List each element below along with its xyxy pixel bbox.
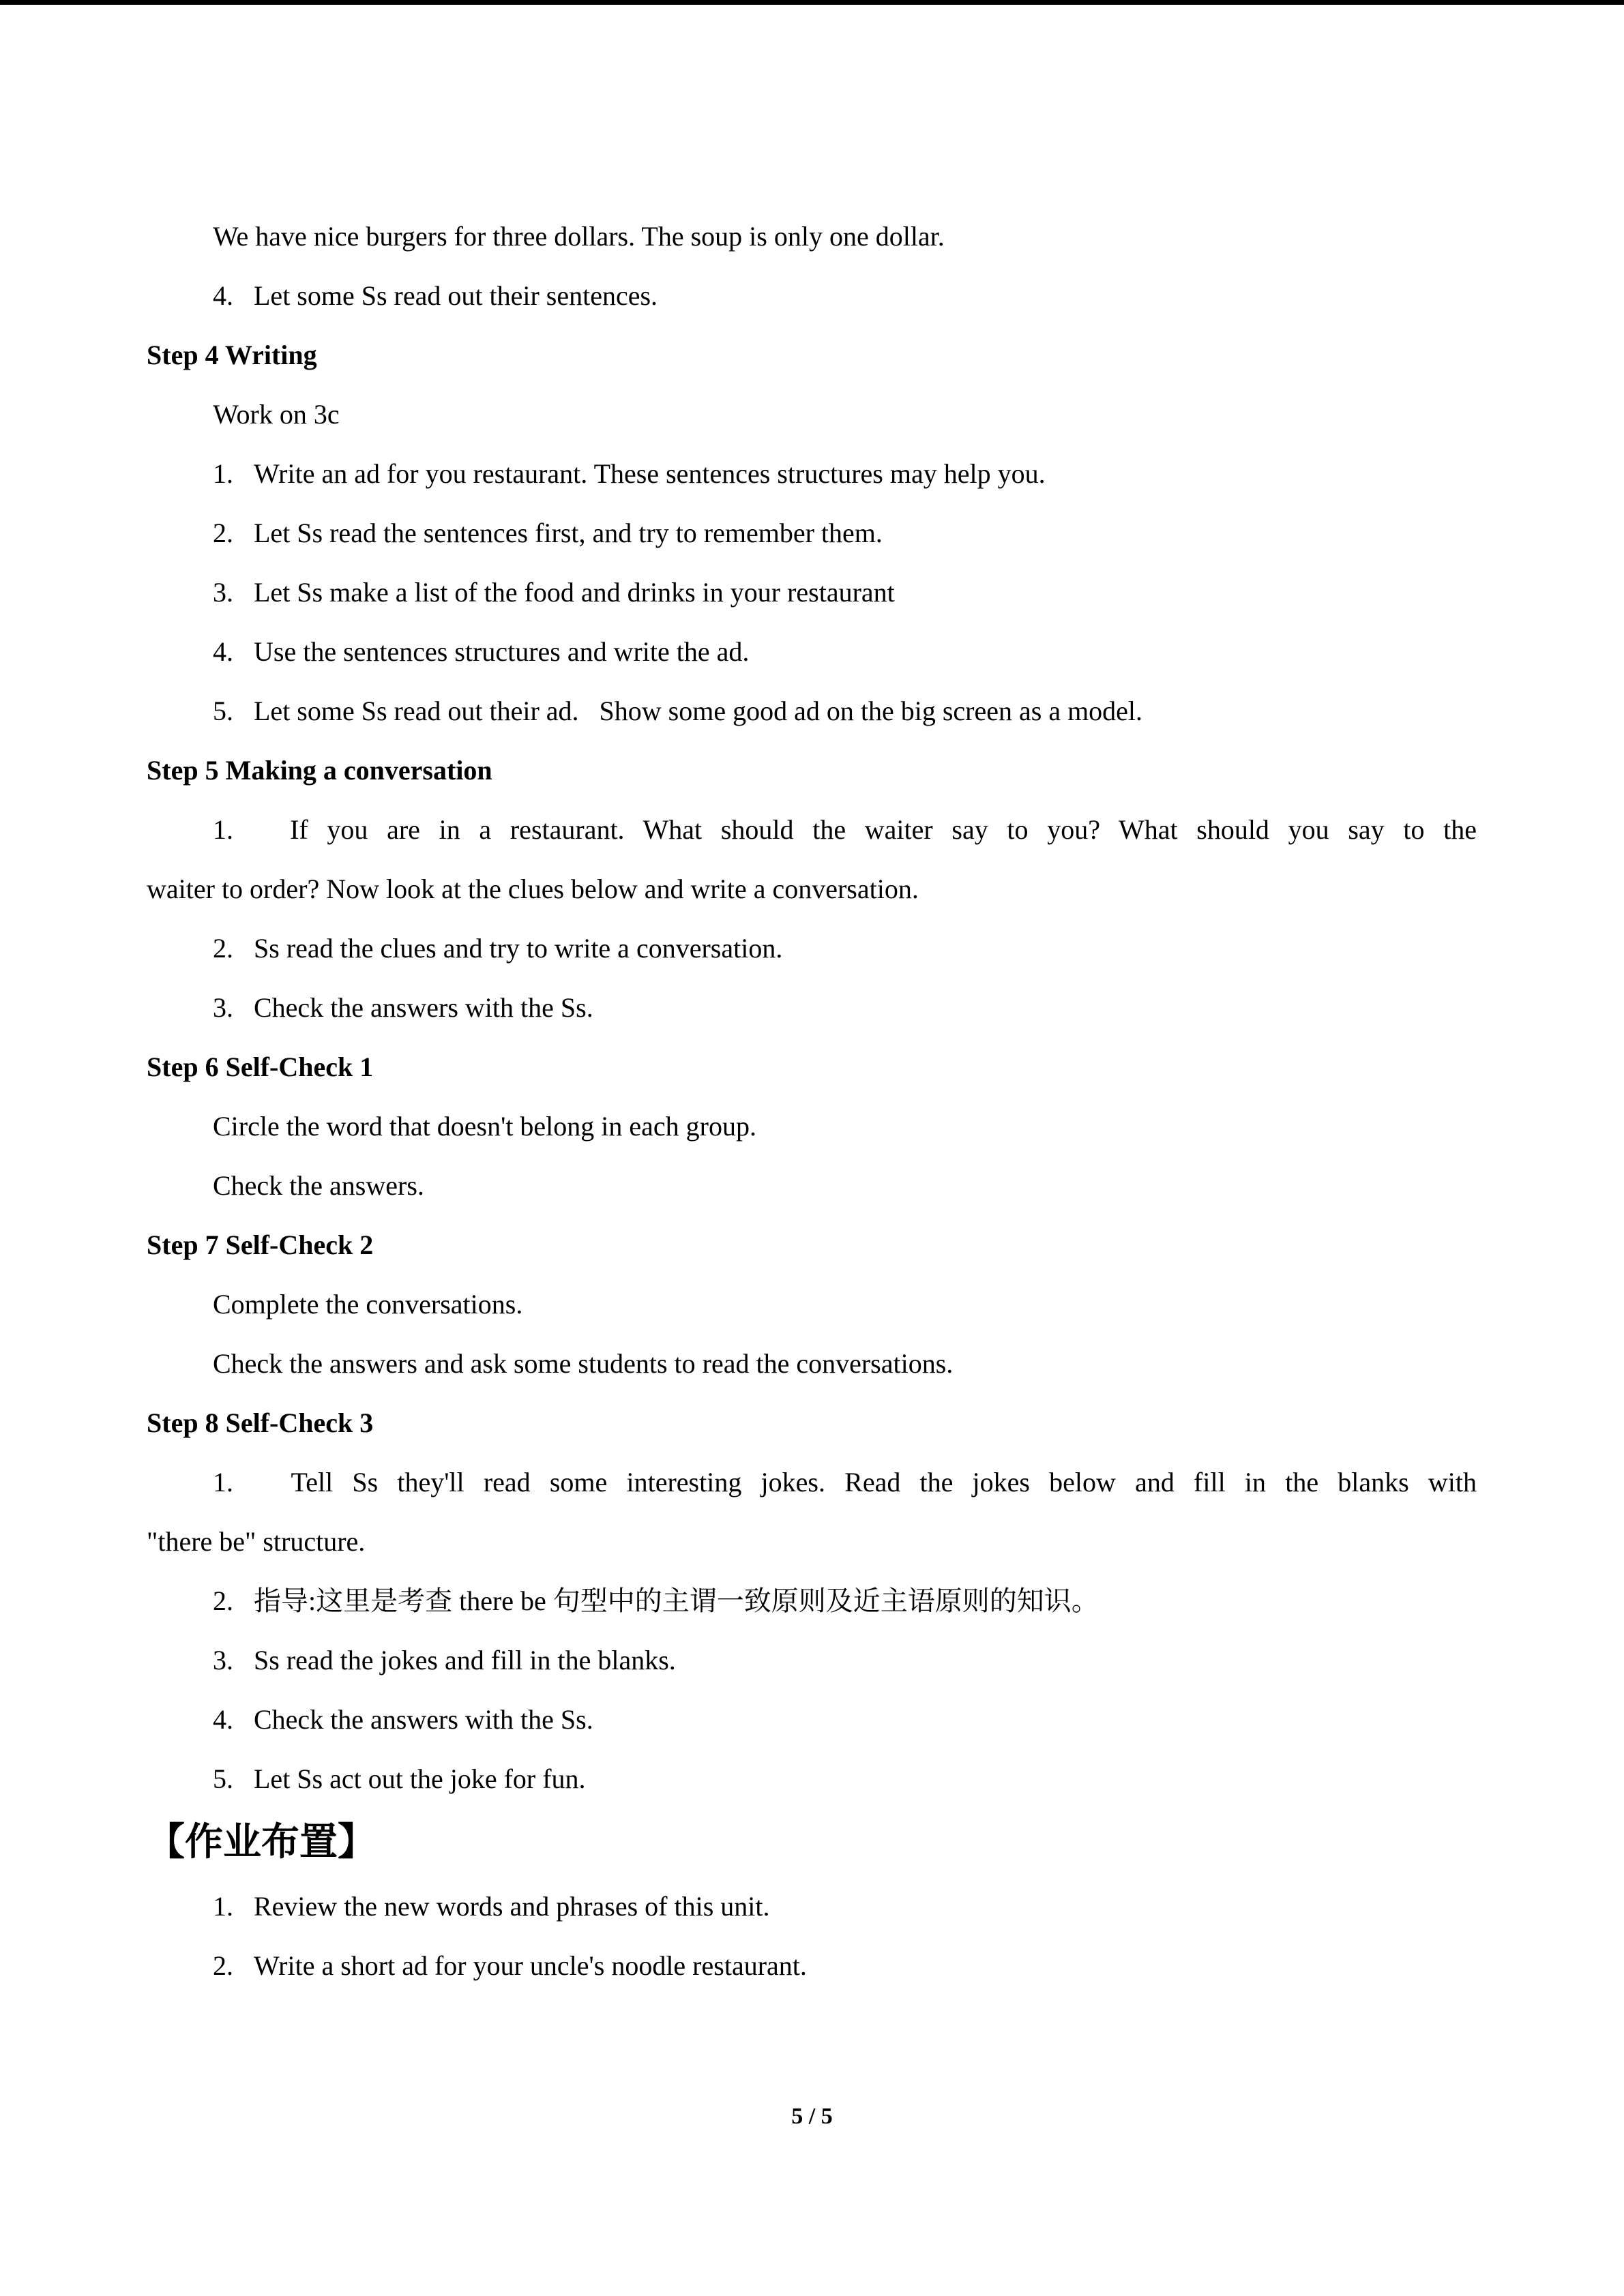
page-top-border — [0, 0, 1624, 5]
list-item: 4. Check the answers with the Ss. — [213, 1704, 593, 1735]
heading-step-6-self-check-1: Step 6 Self-Check 1 — [147, 1052, 374, 1082]
heading-homework-assignment: 【作业布置】 — [147, 1821, 376, 1864]
list-item: 4. Let some Ss read out their sentences. — [213, 280, 658, 311]
paragraph: Work on 3c — [213, 399, 340, 430]
heading-step-7-self-check-2: Step 7 Self-Check 2 — [147, 1229, 374, 1260]
heading-step-8-self-check-3: Step 8 Self-Check 3 — [147, 1407, 374, 1438]
list-item: 1. Write an ad for you restaurant. These sentences structures may help you. — [213, 458, 1046, 489]
list-item: 3. Let Ss make a list of the food and drinks in your restaurant — [213, 577, 895, 608]
list-item: 2. Write a short ad for your uncle's noodle restaurant. — [213, 1950, 807, 1981]
document-content — [147, 207, 1477, 1995]
paragraph: Check the answers. — [213, 1170, 424, 1201]
list-item — [147, 1452, 1477, 1571]
heading-step-4-writing: Step 4 Writing — [147, 340, 317, 370]
list-item: 5. Let some Ss read out their ad. Show some good ad on the big screen as a model. — [213, 696, 1143, 726]
paragraph: Check the answers and ask some students to read the conversations. — [213, 1348, 954, 1379]
paragraph-line: "there be" structure. — [147, 1526, 366, 1557]
list-item: 2. 指导:这里是考查 there be 句型中的主谓一致原则及近主语原则的知识。 — [213, 1585, 1099, 1616]
list-item: 5. Let Ss act out the joke for fun. — [213, 1763, 586, 1794]
paragraph-line: 1. If you are in a restaurant. What should the waiter say to you? What should you say to the — [213, 814, 1477, 845]
list-item: 4. Use the sentences structures and write the ad. — [213, 636, 750, 667]
list-item — [147, 800, 1477, 919]
list-item: 2. Ss read the clues and try to write a conversation. — [213, 933, 783, 964]
list-item: 3. Check the answers with the Ss. — [213, 992, 593, 1023]
heading-step-5-making-a-conversation: Step 5 Making a conversation — [147, 755, 492, 786]
paragraph-line: 1. Tell Ss they'll read some interesting jokes. Read the jokes below and fill in the blanks with — [213, 1467, 1477, 1497]
paragraph: We have nice burgers for three dollars. The soup is only one dollar. — [213, 221, 945, 252]
list-item: 2. Let Ss read the sentences first, and try to remember them. — [213, 518, 883, 548]
list-item: 1. Review the new words and phrases of this unit. — [213, 1891, 770, 1922]
list-item: 3. Ss read the jokes and fill in the blanks. — [213, 1645, 676, 1675]
paragraph-line: waiter to order? Now look at the clues below and write a conversation. — [147, 874, 919, 904]
paragraph: Complete the conversations. — [213, 1289, 523, 1320]
page-number: 5 / 5 — [791, 2104, 833, 2129]
paragraph: Circle the word that doesn't belong in each group. — [213, 1111, 756, 1142]
